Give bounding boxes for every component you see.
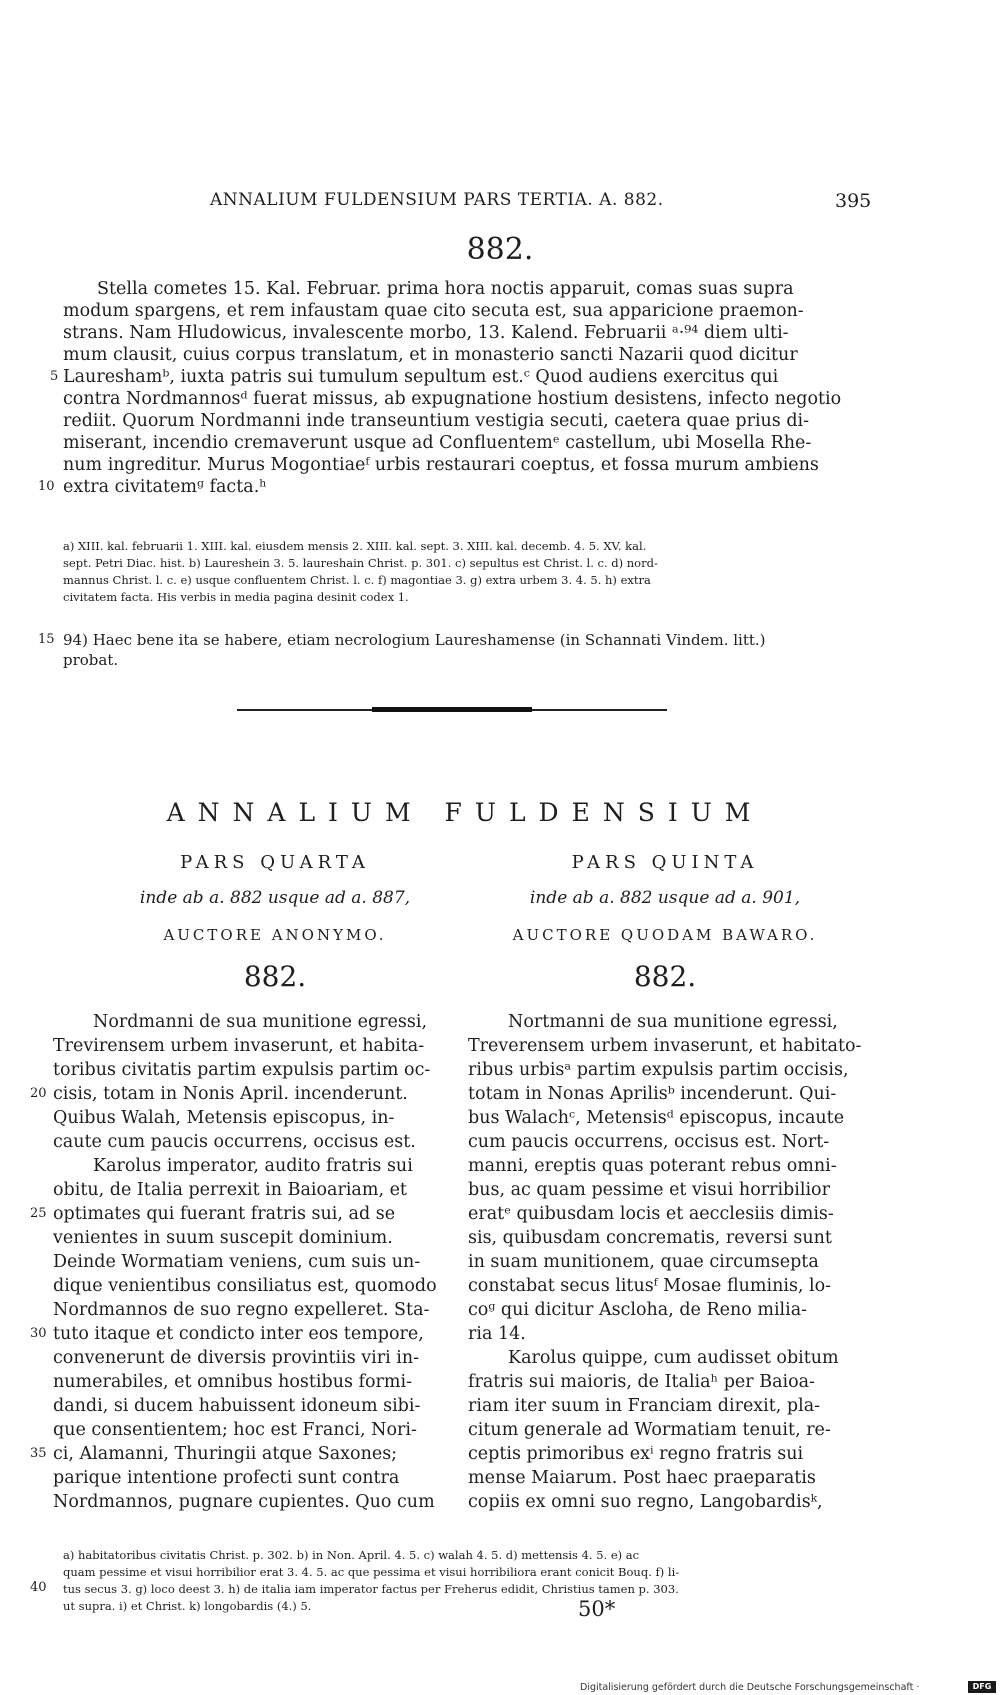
section-divider-center [372, 707, 532, 712]
line-number: 30 [30, 1326, 47, 1341]
text-line: Stella cometes 15. Kal. Februar. prima hora noctis apparuit, comas suas supra [97, 279, 794, 299]
text-line: copiis ex omni suo regno, Langobardisᵏ, [468, 1492, 823, 1512]
text-line: tuto itaque et condicto inter eos tempore, [53, 1324, 424, 1344]
text-line: numerabiles, et omnibus hostibus formi- [53, 1372, 413, 1392]
text-line: Treverensem urbem invaserunt, et habitato- [468, 1036, 862, 1056]
footnote-line: a) XIII. kal. februarii 1. XIII. kal. eiusdem mensis 2. XIII. kal. sept. 3. XIII. kal. decemb. 4. 5. XV. kal. [63, 539, 647, 553]
footnote-line: a) habitatoribus civitatis Christ. p. 302. b) in Non. April. 4. 5. c) walah 4. 5. d) mettensis 4. 5. e) ac [63, 1548, 640, 1562]
left-column-title: PARS QUARTA [180, 852, 370, 873]
text-line: caute cum paucis occurrens, occisus est. [53, 1132, 416, 1152]
text-line: que consentientem; hoc est Franci, Nori- [53, 1420, 417, 1440]
text-line: Quibus Walah, Metensis episcopus, in- [53, 1108, 395, 1128]
text-line: rediit. Quorum Nordmanni inde transeuntium vestigia secuti, caetera quae prius di- [63, 411, 810, 431]
text-line: Karolus quippe, cum audisset obitum [508, 1348, 839, 1368]
text-line: manni, ereptis quas poterant rebus omni- [468, 1156, 837, 1176]
text-line: bus, ac quam pessime et visui horribilior [468, 1180, 830, 1200]
signature-mark: 50* [578, 1597, 616, 1621]
text-line: sis, quibusdam concrematis, reversi sunt [468, 1228, 832, 1248]
text-line: citum generale ad Wormatiam tenuit, re- [468, 1420, 831, 1440]
text-line: Trevirensem urbem invaserunt, et habita- [53, 1036, 425, 1056]
footnote-line: quam pessime et visui horribilior erat 3. 4. 5. ac que pessima et visui horribiliora erant conicit Bouq. f) li- [63, 1565, 680, 1579]
note-line: probat. [63, 651, 119, 669]
text-line: modum spargens, et rem infaustam quae cito secuta est, sua apparicione praemon- [63, 301, 804, 321]
text-line: dique venientibus consiliatus est, quomodo [53, 1276, 437, 1296]
text-line: cum paucis occurrens, occisus est. Nort- [468, 1132, 830, 1152]
text-line: optimates qui fuerant fratris sui, ad se [53, 1204, 396, 1224]
running-title: ANNALIUM FULDENSIUM PARS TERTIA. A. 882. [210, 190, 664, 210]
text-line: in suam munitionem, quae circumsepta [468, 1252, 819, 1272]
line-number: 35 [30, 1446, 47, 1461]
text-line: dandi, si ducem habuissent idoneum sibi- [53, 1396, 421, 1416]
footnote-line: tus secus 3. g) loco deest 3. h) de italia iam imperator factus per Freherus edidit, Christius tamen p. 303. [63, 1582, 679, 1596]
line-number: 40 [30, 1580, 47, 1595]
digitization-credit: Digitalisierung gefördert durch die Deutsche Forschungsgemeinschaft · [580, 1682, 920, 1693]
line-number: 20 [30, 1086, 47, 1101]
left-column-subtitle: inde ab a. 882 usque ad a. 887, [139, 888, 411, 908]
text-line: fratris sui maioris, de Italiaʰ per Baioa- [468, 1372, 815, 1392]
right-column-author: AUCTORE QUODAM BAWARO. [512, 926, 818, 944]
text-line: mum clausit, cuius corpus translatum, et in monasterio sancti Nazarii quod dicitur [63, 345, 798, 365]
text-line: mense Maiarum. Post haec praeparatis [468, 1468, 816, 1488]
line-number: 5 [50, 369, 59, 384]
left-column-author: AUCTORE ANONYMO. [163, 926, 387, 944]
text-line: Deinde Wormatiam veniens, cum suis un- [53, 1252, 421, 1272]
line-number: 15 [38, 632, 55, 647]
text-line: ribus urbisᵃ partim expulsis partim occisis, [468, 1060, 849, 1080]
text-line: num ingreditur. Murus Mogontiaeᶠ urbis restaurari coeptus, et fossa murum ambiens [63, 455, 819, 475]
line-number: 10 [38, 479, 55, 494]
main-title: ANNALIUM FULDENSIUM [166, 798, 764, 827]
text-line: obitu, de Italia perrexit in Baioariam, et [53, 1180, 407, 1200]
right-column-year: 882. [633, 960, 697, 993]
text-line: bus Walachᶜ, Metensisᵈ episcopus, incaute [468, 1108, 845, 1128]
right-column-title: PARS QUINTA [571, 852, 759, 873]
footnote-line: civitatem facta. His verbis in media pagina desinit codex 1. [63, 590, 409, 604]
page-number: 395 [835, 190, 872, 212]
text-line: contra Nordmannosᵈ fuerat missus, ab expugnatione hostium desistens, infecto negotio [63, 389, 842, 409]
text-line: strans. Nam Hludowicus, invalescente morbo, 13. Kalend. Februarii ᵃ·⁹⁴ diem ulti- [63, 323, 789, 343]
line-number: 25 [30, 1206, 47, 1221]
text-line: Nordmannos, pugnare cupientes. Quo cum [53, 1492, 435, 1512]
right-column-subtitle: inde ab a. 882 usque ad a. 901, [529, 888, 801, 908]
text-line: constabat secus litusᶠ Mosae fluminis, lo- [468, 1276, 832, 1296]
text-line: riam iter suum in Franciam direxit, pla- [468, 1396, 821, 1416]
year-heading: 882. [466, 232, 534, 267]
text-line: Nortmanni de sua munitione egressi, [508, 1012, 838, 1032]
text-line: cisis, totam in Nonis April. incenderunt. [53, 1084, 408, 1104]
text-line: ria 14. [468, 1324, 526, 1344]
text-line: miserant, incendio cremaverunt usque ad Confluentemᵉ castellum, ubi Mosella Rhe- [63, 433, 812, 453]
left-column-year: 882. [243, 960, 307, 993]
text-line: Nordmannos de suo regno expelleret. Sta- [53, 1300, 430, 1320]
text-line: extra civitatemᵍ facta.ʰ [63, 477, 267, 497]
text-line: convenerunt de diversis provintiis viri in- [53, 1348, 420, 1368]
note-line: 94) Haec bene ita se habere, etiam necrologium Laureshamense (in Schannati Vindem. litt.) [63, 631, 766, 649]
text-line: venientes in suum suscepit dominium. [53, 1228, 393, 1248]
text-line: toribus civitatis partim expulsis partim oc- [53, 1060, 431, 1080]
text-line: parique intentione profecti sunt contra [53, 1468, 400, 1488]
text-line: ci, Alamanni, Thuringii atque Saxones; [53, 1444, 398, 1464]
text-line: totam in Nonas Aprilisᵇ incenderunt. Qui- [468, 1084, 837, 1104]
text-line: Laureshamᵇ, iuxta patris sui tumulum sepultum est.ᶜ Quod audiens exercitus qui [63, 367, 779, 387]
text-line: Nordmanni de sua munitione egressi, [93, 1012, 428, 1032]
text-line: coᵍ qui dicitur Ascloha, de Reno milia- [468, 1300, 808, 1320]
text-line: eratᵉ quibusdam locis et aecclesiis dimis- [468, 1204, 834, 1224]
dfg-logo: DFG [968, 1681, 996, 1693]
footnote-line: ut supra. i) et Christ. k) longobardis (4.) 5. [63, 1599, 312, 1613]
footnote-line: mannus Christ. l. c. e) usque confluentem Christ. l. c. f) magontiae 3. g) extra urbem 3. 4. 5. h) extra [63, 573, 651, 587]
text-line: ceptis primoribus exⁱ regno fratris sui [468, 1444, 804, 1464]
text-line: Karolus imperator, audito fratris sui [93, 1156, 413, 1176]
footnote-line: sept. Petri Diac. hist. b) Laureshein 3. 5. laureshain Christ. p. 301. c) sepultus est Christ. l. c. d) nord- [63, 556, 658, 570]
